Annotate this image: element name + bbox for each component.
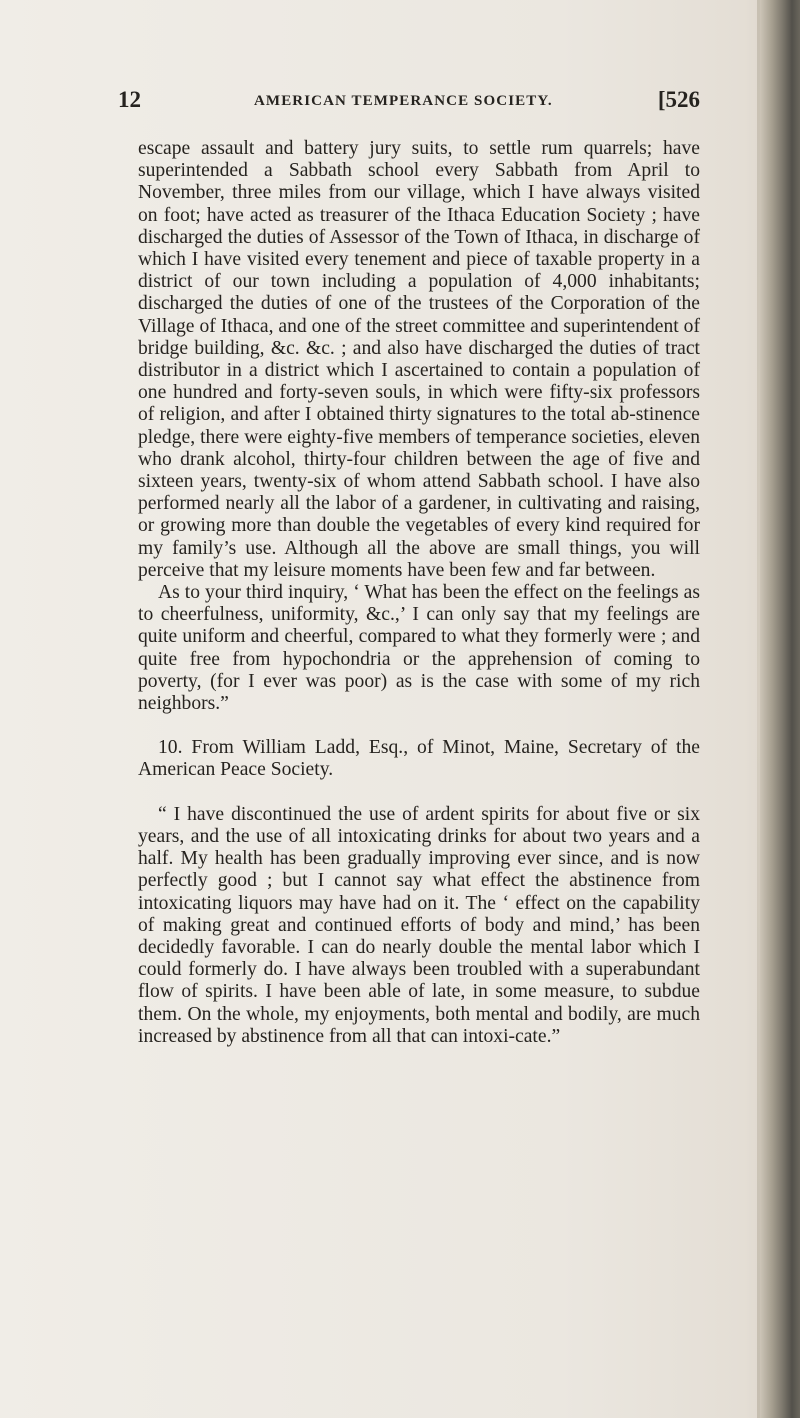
page-binding-edge <box>760 0 800 1418</box>
paragraph-third-inquiry: As to your third inquiry, ‘ What has been the effect on the feelings as to cheerfulness, uniformity, &c.,’ I can only say that my feelings are quite uniform and cheerful, compared to what they formerly were ; and quite free from hypochondria or the apprehension of coming to poverty, (for I ever was poor) as is the case with some of my rich neighbors.” <box>138 582 700 715</box>
running-header <box>118 87 700 117</box>
bracketed-page-number: [526 <box>657 87 700 112</box>
page-number: 12 <box>118 87 141 112</box>
paragraph-item-10-heading: 10. From William Ladd, Esq., of Minot, Maine, Secretary of the American Peace Society. <box>138 737 700 781</box>
paragraph-ladd-quote: “ I have discontinued the use of ardent spirits for about five or six years, and the use of all intoxicating drinks for about two years and a half. My health has been gradually improving ever since, and is now perfectly good ; but I cannot say what effect the abstinence from intoxicating liquors may have had on it. The ‘ effect on the capability of making great and continued efforts of body and mind,’ has been decidedly favorable. I can do nearly double the mental labor which I could formerly do. I have always been troubled with a superabundant flow of spirits. I have been able of late, in some measure, to subdue them. On the whole, my enjoyments, both mental and bodily, are much increased by abstinence from all that can intoxi-cate.” <box>138 803 700 1047</box>
running-title: AMERICAN TEMPERANCE SOCIETY. <box>254 93 553 109</box>
paragraph-continuation: escape assault and battery jury suits, to settle rum quarrels; have superintended a Sabbath school every Sabbath from April to November, three miles from our village, which I have always visited on foot; have acted as treasurer of the Ithaca Education Society ; have discharged the duties of Assessor of the Town of Ithaca, in discharge of which I have visited every tenement and piece of taxable property in a district of our town including a population of 4,000 inhabitants; discharged the duties of one of the trustees of the Corporation of the Village of Ithaca, and one of the street committee and superintendent of bridge building, &c. &c. ; and also have discharged the duties of tract distributor in a district which I ascertained to contain a population of one hundred and forty-seven souls, in which were fifty-six professors of religion, and after I obtained thirty signatures to the total ab-stinence pledge, there were eighty-five members of temperance societies, eleven who drank alcohol, thirty-four children between the age of five and sixteen years, twenty-six of whom attend Sabbath school. I have also performed nearly all the labor of a gardener, in cultivating and raising, or growing more than double the vegetables of every kind required for my family’s use. Although all the above are small things, you will perceive that my leisure moments have been few and far between. <box>138 138 700 581</box>
body-text <box>138 138 700 1048</box>
